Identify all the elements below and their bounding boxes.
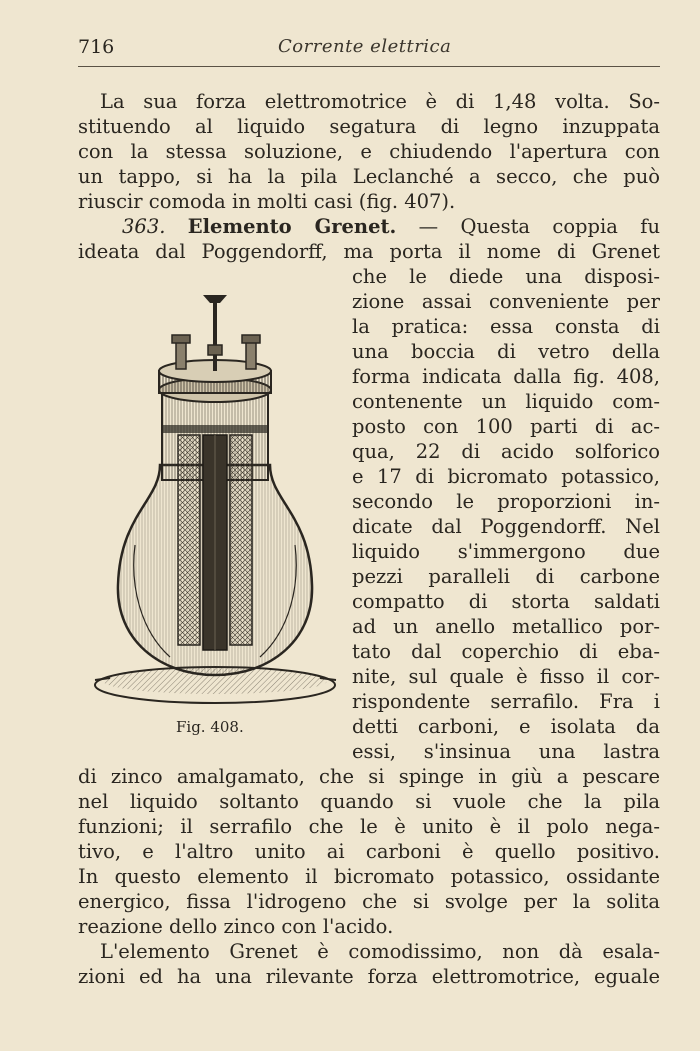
text-line: nel liquido soltanto quando si vuole che la pila — [78, 790, 660, 813]
text-line: detti carboni, e isolata da — [352, 715, 660, 738]
text-line: In questo elemento il bicromato potassico, ossidante — [78, 865, 660, 888]
text-line: stituendo al liquido segatura di legno inzuppata — [78, 115, 660, 138]
text-line: compatto di storta saldati — [352, 590, 660, 613]
text-line: con la stessa soluzione, e chiudendo l'apertura con — [78, 140, 660, 163]
text-line: tivo, e l'altro unito ai carboni è quello positivo. — [78, 840, 660, 863]
page-number: 716 — [78, 36, 115, 58]
text-line: ideata dal Poggendorff, ma porta il nome di Grenet — [78, 240, 660, 263]
text-line: energico, fissa l'idrogeno che si svolge per la solita — [78, 890, 660, 913]
text-line: essi, s'insinua una lastra — [352, 740, 660, 763]
text-line: reazione dello zinco con l'acido. — [78, 915, 394, 938]
text-line: nite, sul quale è fisso il cor- — [352, 665, 660, 688]
text-line: la pratica: essa consta di — [352, 315, 660, 338]
section-heading — [78, 214, 660, 239]
text-line: funzioni; il serrafilo che le è unito è il polo nega- — [78, 815, 660, 838]
text-line: posto con 100 parti di ac- — [352, 415, 660, 438]
page-header — [78, 36, 660, 60]
text-line: contenente un liquido com- — [352, 390, 660, 413]
text-line: dicate dal Poggendorff. Nel — [352, 515, 660, 538]
text-line: ad un anello metallico por- — [352, 615, 660, 638]
text-line: pezzi paralleli di carbone — [352, 565, 660, 588]
text-line: tato dal coperchio di eba- — [352, 640, 660, 663]
grenet-cell-illustration — [90, 285, 340, 715]
carbon-plate — [230, 435, 252, 645]
carbon-plate — [178, 435, 200, 645]
text-line: un tappo, si ha la pila Leclanché a secco, che può — [78, 165, 660, 188]
text-line: di zinco amalgamato, che si spinge in giù a pescare — [78, 765, 660, 788]
section-text: — Questa coppia fu — [418, 215, 661, 238]
text-line: una boccia di vetro della — [352, 340, 660, 363]
section-title: Elemento Grenet. — [187, 215, 397, 238]
text-line: forma indicata dalla fig. 408, — [352, 365, 660, 388]
text-line: rispondente serrafilo. Fra i — [352, 690, 660, 713]
text-line: zione assai conveniente per — [352, 290, 660, 313]
text-line: riuscir comoda in molti casi (fig. 407). — [78, 190, 456, 213]
text-line: L'elemento Grenet è comodissimo, non dà esala- — [100, 940, 660, 963]
text-line: e 17 di bicromato potassico, — [352, 465, 660, 488]
text-line: secondo le proporzioni in- — [352, 490, 660, 513]
text-line: liquido s'immergono due — [352, 540, 660, 563]
text-line: La sua forza elettromotrice è di 1,48 volta. So- — [100, 90, 660, 113]
text-line: che le diede una disposi- — [352, 265, 660, 288]
running-title: Corrente elettrica — [278, 36, 452, 57]
section-number: 363. — [122, 215, 166, 238]
figure-caption: Fig. 408. — [176, 718, 244, 736]
text-line: zioni ed ha una rilevante forza elettromotrice, eguale — [78, 965, 660, 988]
header-rule — [78, 66, 660, 67]
text-line: qua, 22 di acido solforico — [352, 440, 660, 463]
